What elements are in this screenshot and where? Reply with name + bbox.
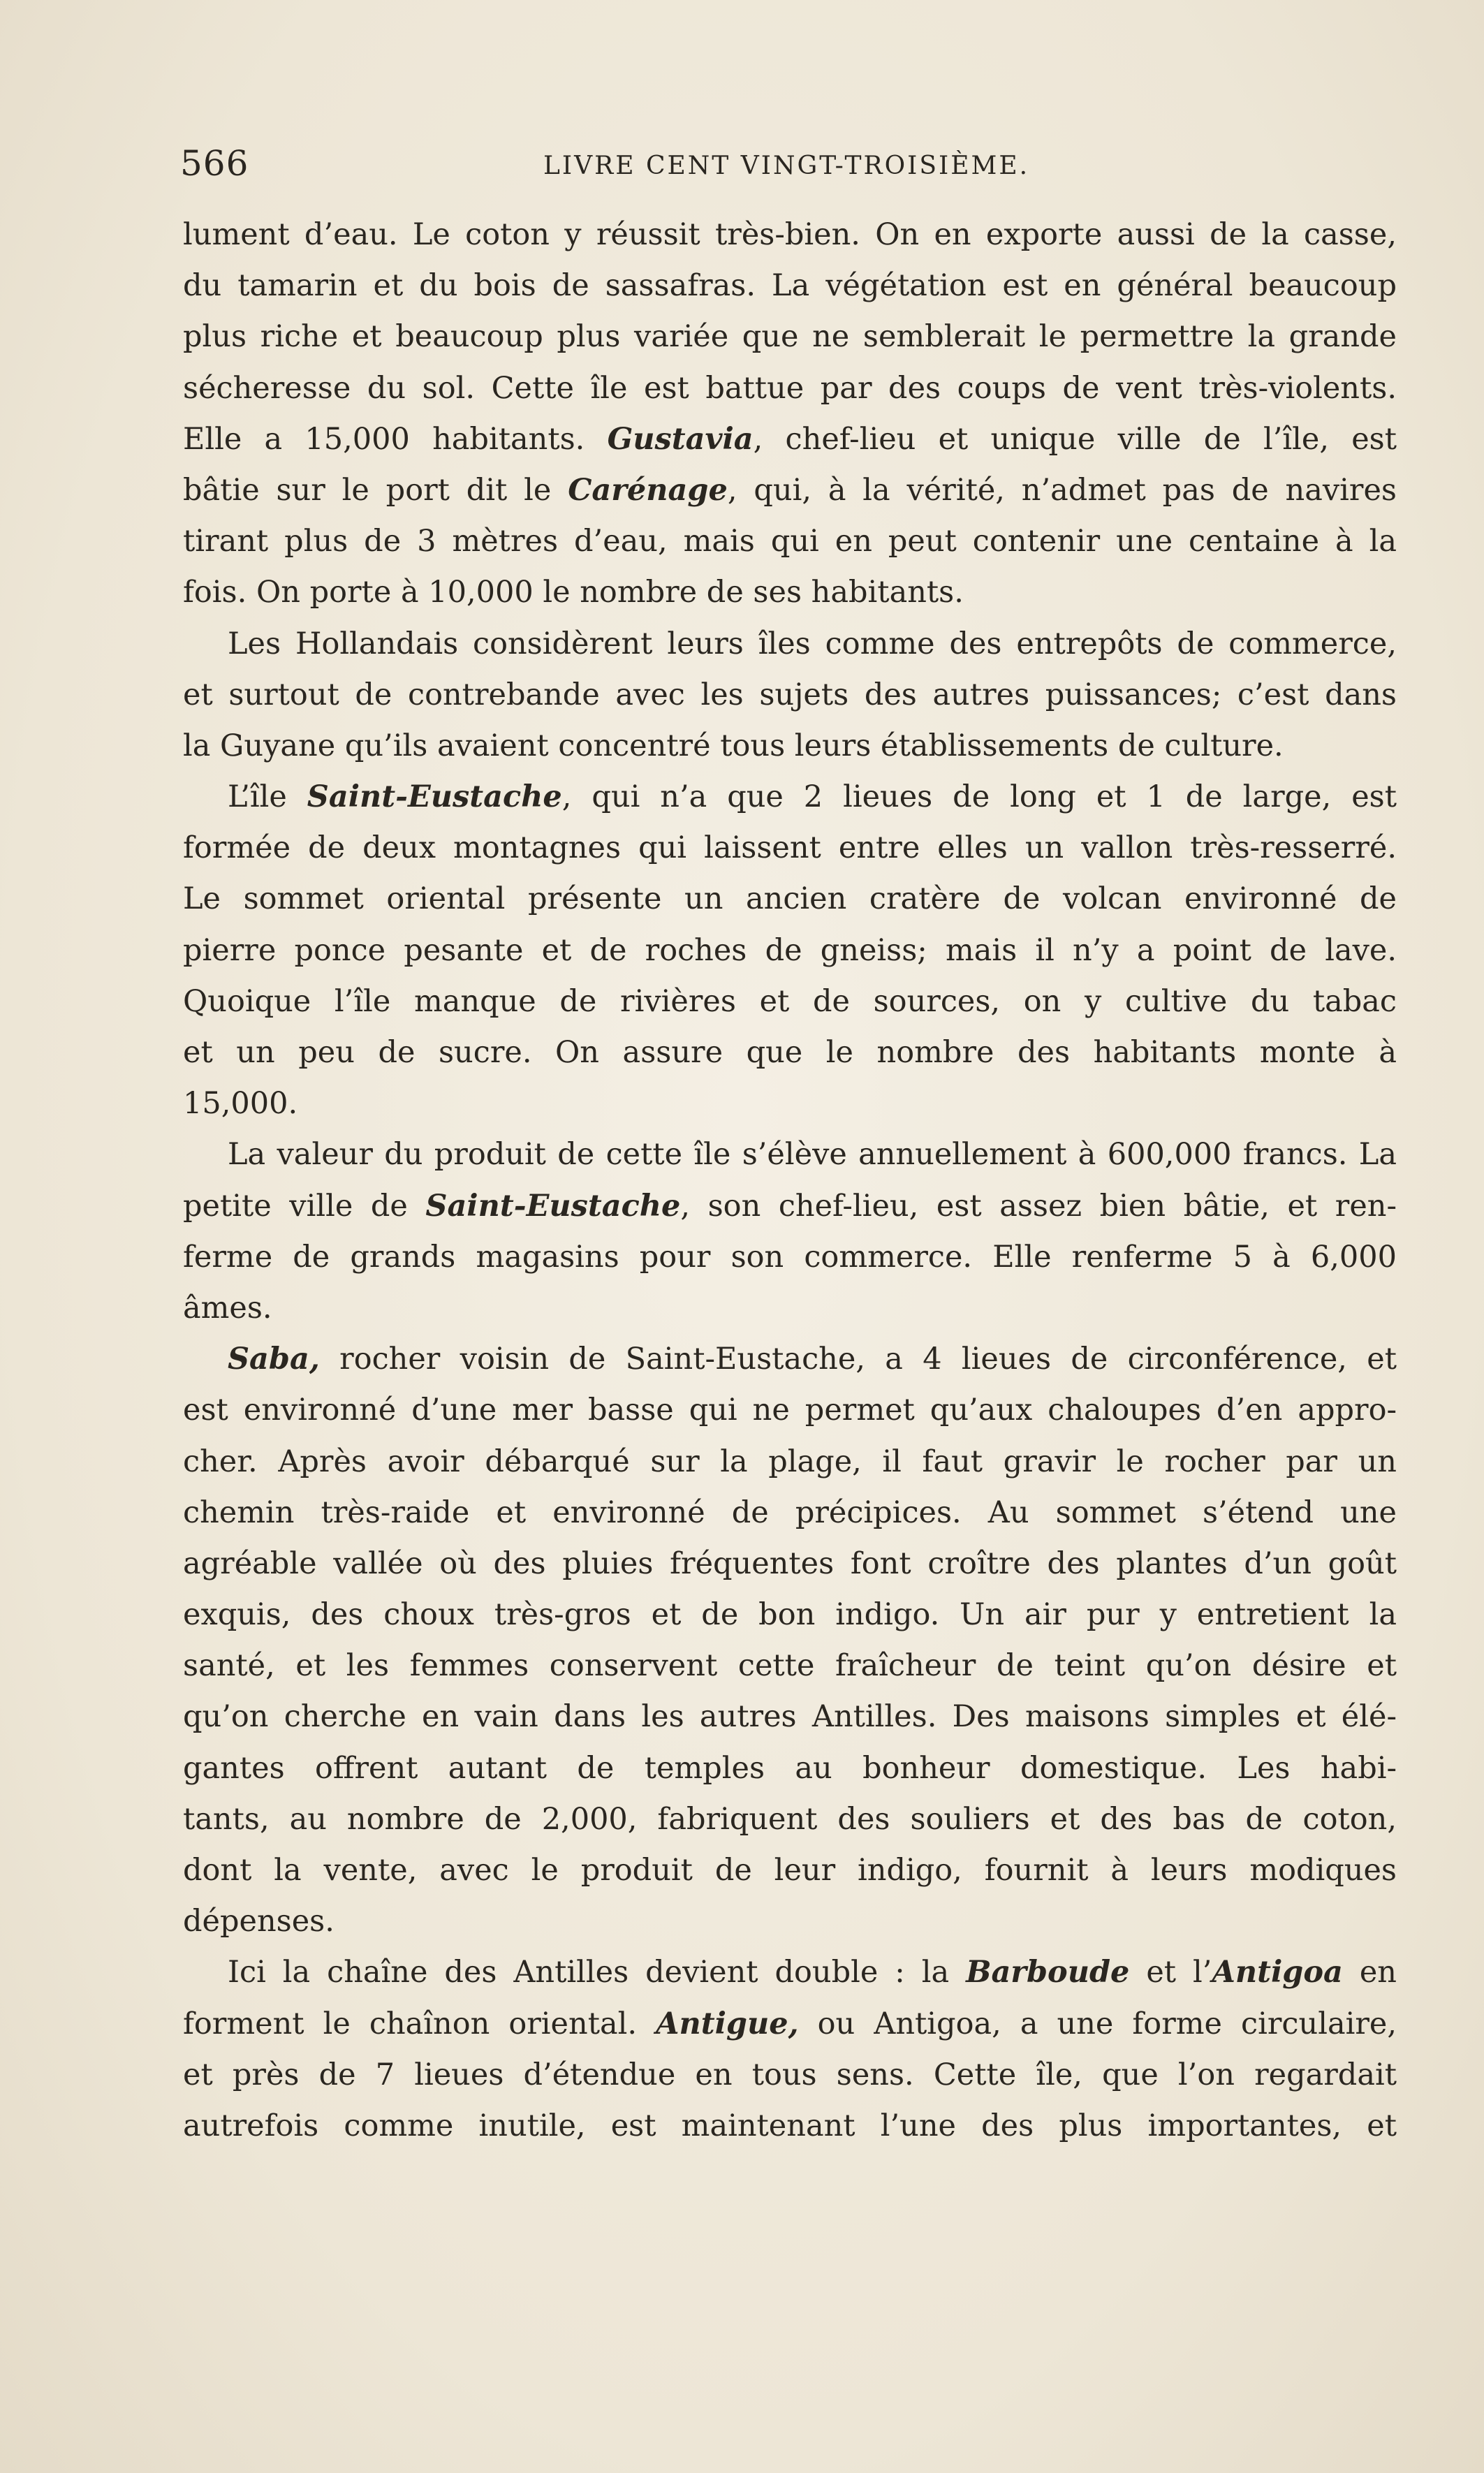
text-line: gantes offrent autant de temples au bonheur domestique. Les habi-: [183, 1750, 1397, 1786]
text-line: dont la vente, avec le produit de leur indigo, fournit à leurs modiques: [183, 1853, 1397, 1888]
text-span: Ici la chaîne des Antilles devient double : la: [228, 1955, 967, 1990]
text-span: , qui n’a que 2 lieues de long et 1 de large, est: [561, 779, 1397, 815]
text-span: et l’: [1129, 1955, 1212, 1990]
text-line: [183, 465, 1397, 516]
italic-place-name: Saint-Eustache: [425, 1188, 681, 1224]
text-line: fois. On porte à 10,000 le nombre de ses habitants.: [183, 575, 964, 610]
text-line: formée de deux montagnes qui laissent entre elles un vallon très-resserré.: [183, 830, 1397, 866]
text-line: [183, 414, 1397, 465]
text-line: est environné d’une mer basse qui ne permet qu’aux chaloupes d’en appro-: [183, 1393, 1397, 1428]
italic-place-name: Carénage: [568, 472, 728, 508]
text-span: petite ville de: [183, 1188, 426, 1224]
text-line: et surtout de contrebande avec les sujets des autres puissances; c’est dans: [183, 677, 1397, 712]
text-line: autrefois comme inutile, est maintenant l’une des plus importantes, et: [183, 2108, 1397, 2143]
text-line: pierre ponce pesante et de roches de gneiss; mais il n’y a point de lave.: [183, 932, 1397, 968]
text-line: La valeur du produit de cette île s’élève annuellement à 600,000 francs. La: [228, 1137, 1397, 1173]
text-span: bâtie sur le port dit le: [183, 472, 568, 508]
italic-place-name: Antigue,: [656, 2006, 799, 2041]
text-line: âmes.: [183, 1290, 272, 1326]
text-span: , son chef-lieu, est assez bien bâtie, et ren-: [680, 1188, 1397, 1224]
italic-place-name: Antigoa: [1212, 1955, 1343, 1990]
text-line: plus riche et beaucoup plus variée que ne semblerait le permettre la grande: [183, 319, 1397, 355]
text-line: cher. Après avoir débarqué sur la plage, il faut gravir le rocher par un: [183, 1444, 1397, 1479]
page-number: 566: [180, 143, 249, 184]
text-line: [183, 1999, 1397, 2050]
text-line: ferme de grands magasins pour son commerce. Elle renferme 5 à 6,000: [183, 1239, 1397, 1275]
text-span: forment le chaînon oriental.: [183, 2006, 656, 2041]
text-line: et près de 7 lieues d’étendue en tous sens. Cette île, que l’on regardait: [183, 2057, 1397, 2092]
text-span: rocher voisin de Saint-Eustache, a 4 lieues de circonférence, et: [319, 1342, 1397, 1377]
text-line: tirant plus de 3 mètres d’eau, mais qui en peut contenir une centaine à la: [183, 524, 1397, 559]
text-span: , chef-lieu et unique ville de l’île, est: [753, 421, 1397, 457]
text-span: L’île: [228, 779, 307, 815]
text-line: [183, 1947, 1397, 1998]
text-line: lument d’eau. Le coton y réussit très-bien. On en exporte aussi de la casse,: [183, 217, 1397, 252]
text-line: exquis, des choux très-gros et de bon indigo. Un air pur y entretient la: [183, 1597, 1397, 1633]
text-line: la Guyane qu’ils avaient concentré tous leurs établissements de culture.: [183, 728, 1284, 763]
text-span: ou Antigoa, a une forme circulaire,: [798, 2006, 1397, 2041]
body-text: [183, 210, 1397, 2152]
text-line: Les Hollandais considèrent leurs îles comme des entrepôts de commerce,: [228, 626, 1397, 661]
text-span: en: [1342, 1955, 1397, 1990]
page-header: [180, 143, 1397, 192]
italic-place-name: Saba,: [228, 1342, 320, 1377]
text-span: Elle a 15,000 habitants.: [183, 421, 608, 457]
text-line: agréable vallée où des pluies fréquentes font croître des plantes d’un goût: [183, 1546, 1397, 1581]
text-line: Quoique l’île manque de rivières et de sources, on y cultive du tabac: [183, 983, 1397, 1019]
italic-place-name: Gustavia: [607, 421, 754, 457]
text-line: 15,000.: [183, 1086, 298, 1122]
text-line: tants, au nombre de 2,000, fabriquent des souliers et des bas de coton,: [183, 1801, 1397, 1837]
italic-place-name: Barboude: [966, 1955, 1130, 1990]
text-span: , qui, à la vérité, n’admet pas de navires: [727, 472, 1397, 508]
running-head: LIVRE CENT VINGT-TROISIÈME.: [543, 152, 1030, 180]
text-line: qu’on cherche en vain dans les autres Antilles. Des maisons simples et élé-: [183, 1699, 1397, 1735]
text-line: et un peu de sucre. On assure que le nombre des habitants monte à: [183, 1035, 1397, 1070]
text-line: sécheresse du sol. Cette île est battue par des coups de vent très-violents.: [183, 370, 1397, 406]
text-line: Le sommet oriental présente un ancien cratère de volcan environné de: [183, 881, 1397, 917]
text-line: chemin très-raide et environné de précipices. Au sommet s’étend une: [183, 1495, 1397, 1530]
italic-place-name: Saint-Eustache: [307, 779, 562, 815]
text-line: [183, 1181, 1397, 1232]
text-line: [183, 772, 1397, 823]
text-line: dépenses.: [183, 1904, 335, 1939]
text-line: du tamarin et du bois de sassafras. La végétation est en général beaucoup: [183, 268, 1397, 304]
text-line: santé, et les femmes conservent cette fraîcheur de teint qu’on désire et: [183, 1648, 1397, 1684]
text-line: [183, 1334, 1397, 1385]
